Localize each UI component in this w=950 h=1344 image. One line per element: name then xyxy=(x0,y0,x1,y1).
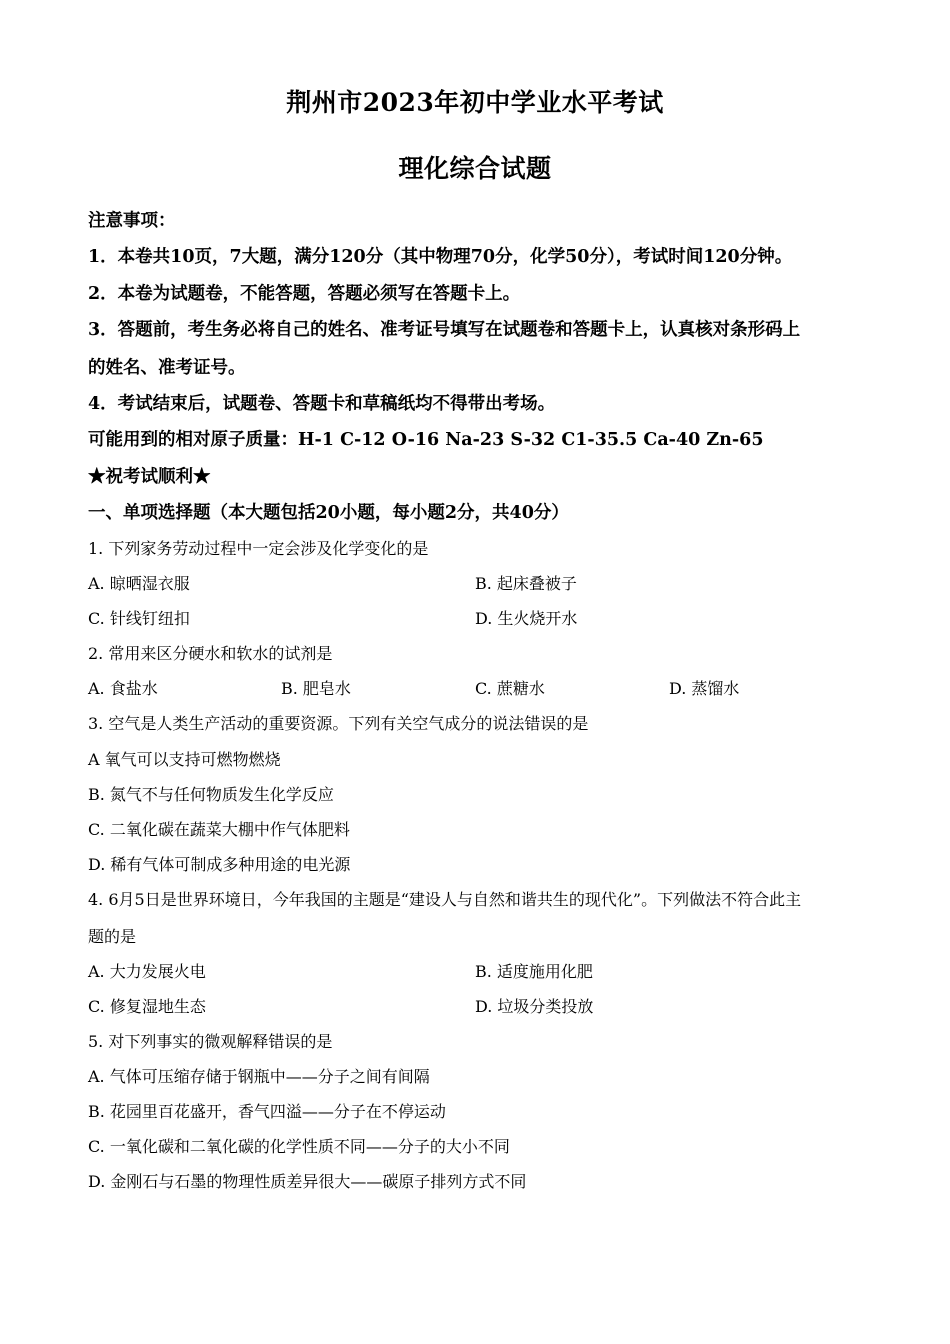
notice-heading: 注意事项： xyxy=(88,211,176,231)
option-a: A. 大力发展火电 xyxy=(88,962,206,981)
option-d: D. 稀有气体可制成多种用途的电光源 xyxy=(88,855,351,874)
question-stem: 1. 下列家务劳动过程中一定会涉及化学变化的是 xyxy=(88,539,429,558)
atomic-masses: 可能用到的相对原子质量：H-1 C-12 O-16 Na-23 S-32 C1-35.5 Ca-40 Zn-65 xyxy=(88,430,764,450)
good-luck-wish: ★祝考试顺利★ xyxy=(88,467,211,487)
question-stem: 4. 6月5日是世界环境日，今年我国的主题是“建设人与自然和谐共生的现代化”。下列做法不符合此主 xyxy=(88,890,802,909)
notice-item: 2．本卷为试题卷，不能答题，答题必须写在答题卡上。 xyxy=(88,284,521,304)
section-heading: 一、单项选择题（本大题包括20小题，每小题2分，共40分） xyxy=(88,503,569,523)
option-c: C. 修复湿地生态 xyxy=(88,997,206,1016)
option-b: B. 氮气不与任何物质发生化学反应 xyxy=(88,785,334,804)
option-b: B. 起床叠被子 xyxy=(475,574,577,593)
option-b: B. 适度施用化肥 xyxy=(475,962,593,981)
option-c: C. 针线钉纽扣 xyxy=(88,609,190,628)
option-c: C. 一氧化碳和二氧化碳的化学性质不同——分子的大小不同 xyxy=(88,1137,510,1156)
question-stem: 5. 对下列事实的微观解释错误的是 xyxy=(88,1032,333,1051)
question-stem: 3. 空气是人类生产活动的重要资源。下列有关空气成分的说法错误的是 xyxy=(88,714,589,733)
option-d: D. 蒸馏水 xyxy=(669,679,740,698)
option-c: C. 蔗糖水 xyxy=(475,679,545,698)
notice-item: 3．答题前，考生务必将自己的姓名、准考证号填写在试题卷和答题卡上，认真核对条形码上 xyxy=(88,320,801,340)
notice-item: 1．本卷共10页，7大题，满分120分（其中物理70分，化学50分），考试时间120分钟。 xyxy=(88,247,793,267)
exam-subtitle: 理化综合试题 xyxy=(398,154,552,183)
option-d: D. 金刚石与石墨的物理性质差异很大——碳原子排列方式不同 xyxy=(88,1172,527,1191)
option-d: D. 垃圾分类投放 xyxy=(475,997,594,1016)
option-b: B. 花园里百花盛开，香气四溢——分子在不停运动 xyxy=(88,1102,446,1121)
option-a: A 氧气可以支持可燃物燃烧 xyxy=(88,750,281,769)
question-stem: 2. 常用来区分硬水和软水的试剂是 xyxy=(88,644,333,663)
question-stem-continued: 题的是 xyxy=(88,927,137,946)
option-d: D. 生火烧开水 xyxy=(475,609,578,628)
option-a: A. 气体可压缩存储于钢瓶中——分子之间有间隔 xyxy=(88,1067,430,1086)
notice-item: 4．考试结束后，试题卷、答题卡和草稿纸均不得带出考场。 xyxy=(88,394,556,414)
notice-item: 的姓名、准考证号。 xyxy=(88,358,246,378)
exam-title: 荆州市2023年初中学业水平考试 xyxy=(286,88,664,117)
option-a: A. 晾晒湿衣服 xyxy=(88,574,190,593)
option-a: A. 食盐水 xyxy=(88,679,158,698)
option-b: B. 肥皂水 xyxy=(281,679,351,698)
option-c: C. 二氧化碳在蔬菜大棚中作气体肥料 xyxy=(88,820,350,839)
